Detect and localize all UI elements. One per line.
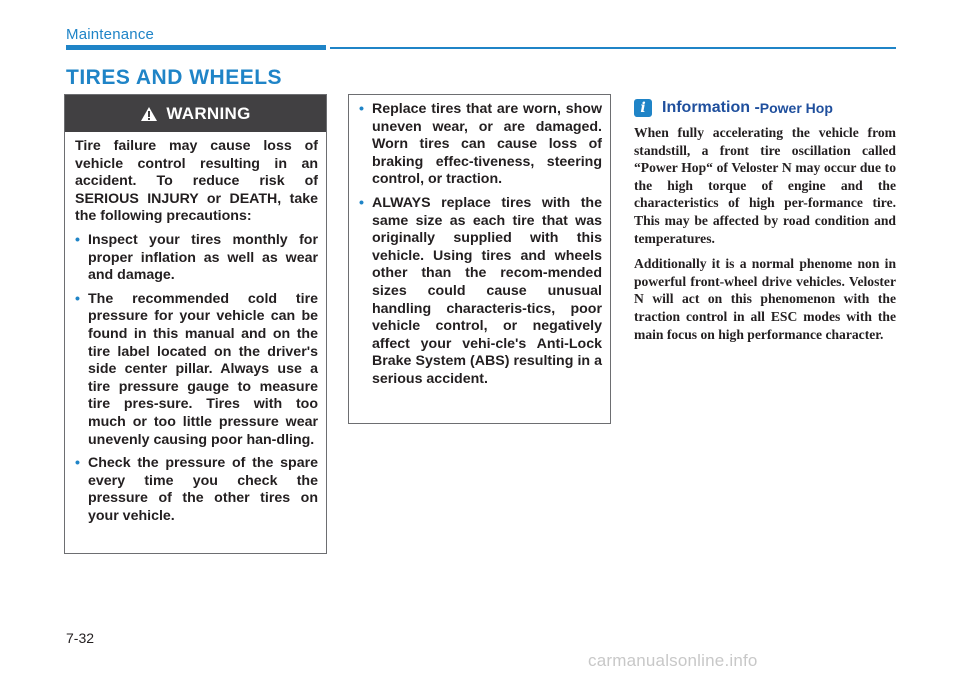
- information-title: Information -: [662, 99, 760, 116]
- warning-triangle-icon: [140, 106, 158, 122]
- warning-item: [75, 455, 318, 525]
- information-body: [634, 124, 896, 343]
- information-paragraph: When fully accelerating the vehicle from standstill, a front tire oscillation called “Power Hop“ of Veloster N may occur due to the high torque of engine and the characteristics of high per-formance tire. This may be affected by road condition and temperatures.: [634, 125, 896, 246]
- page-number: 7-32: [66, 630, 95, 646]
- warning-body-left: [65, 132, 326, 525]
- warning-item-text: ALWAYS replace tires with the same size as each tire that was originally supplied with this vehicle. Using tires and wheels other than the recom-mended sizes could cause unusual handling characteris-tics, poor vehicle control, or negatively affect your vehi-cle's Anti-Lock Brake System (ABS) resulting in a serious accident.: [372, 194, 602, 387]
- warning-item-text: The recommended cold tire pressure for your vehicle can be found in this manual and on the tire label located on the driver's side center pillar. Always use a tire pressure gauge to measure tire pres-sure. Tires with too much or too little pressure wear unevenly causing poor han-dling.: [88, 290, 318, 448]
- warning-item: [359, 195, 602, 389]
- header-rule-thin: [330, 47, 896, 49]
- warning-item-text: Check the pressure of the spare every time you check the pressure of the other tires on your vehicle.: [88, 455, 318, 524]
- bullet-icon: •: [75, 231, 80, 248]
- information-subtitle: Power Hop: [759, 100, 833, 116]
- watermark: carmanualsonline.info: [588, 651, 758, 670]
- warning-label: WARNING: [166, 103, 251, 123]
- bullet-icon: •: [75, 455, 80, 472]
- bullet-icon: •: [75, 290, 80, 307]
- information-section: [634, 96, 896, 351]
- warning-item: [75, 291, 318, 449]
- warning-item-text: Replace tires that are worn, show uneven wear, or are damaged. Worn tires can cause loss of braking effec-tiveness, steering control, or traction.: [372, 101, 602, 188]
- warning-item-text: Inspect your tires monthly for proper inflation as well as wear and damage.: [88, 231, 318, 284]
- info-icon: i: [634, 99, 652, 117]
- warning-item: [75, 232, 318, 285]
- header-rule-thick: [66, 45, 326, 50]
- information-paragraph: Additionally it is a normal phenome non in powerful front-wheel drive vehicles. Veloster N will act on this phenomenon with the traction control in all ESC modes with the main focus on high performance character.: [634, 256, 896, 342]
- warning-item: [359, 101, 602, 189]
- warning-header: [65, 95, 326, 132]
- page-title: TIRES AND WHEELS: [66, 66, 283, 89]
- information-header: [634, 96, 896, 120]
- warning-list-left: [75, 232, 318, 526]
- bullet-icon: •: [359, 101, 364, 117]
- warning-box: [64, 94, 327, 554]
- warning-list-right: [359, 101, 602, 389]
- warning-intro: Tire failure may cause loss of vehicle control resulting in an accident. To reduce risk of SERIOUS INJURY or DEATH, take the following precautions:: [75, 138, 318, 225]
- bullet-icon: •: [359, 194, 364, 211]
- section-label: Maintenance: [66, 26, 155, 43]
- warning-box-continued: [348, 94, 611, 424]
- warning-body-right: [349, 95, 610, 389]
